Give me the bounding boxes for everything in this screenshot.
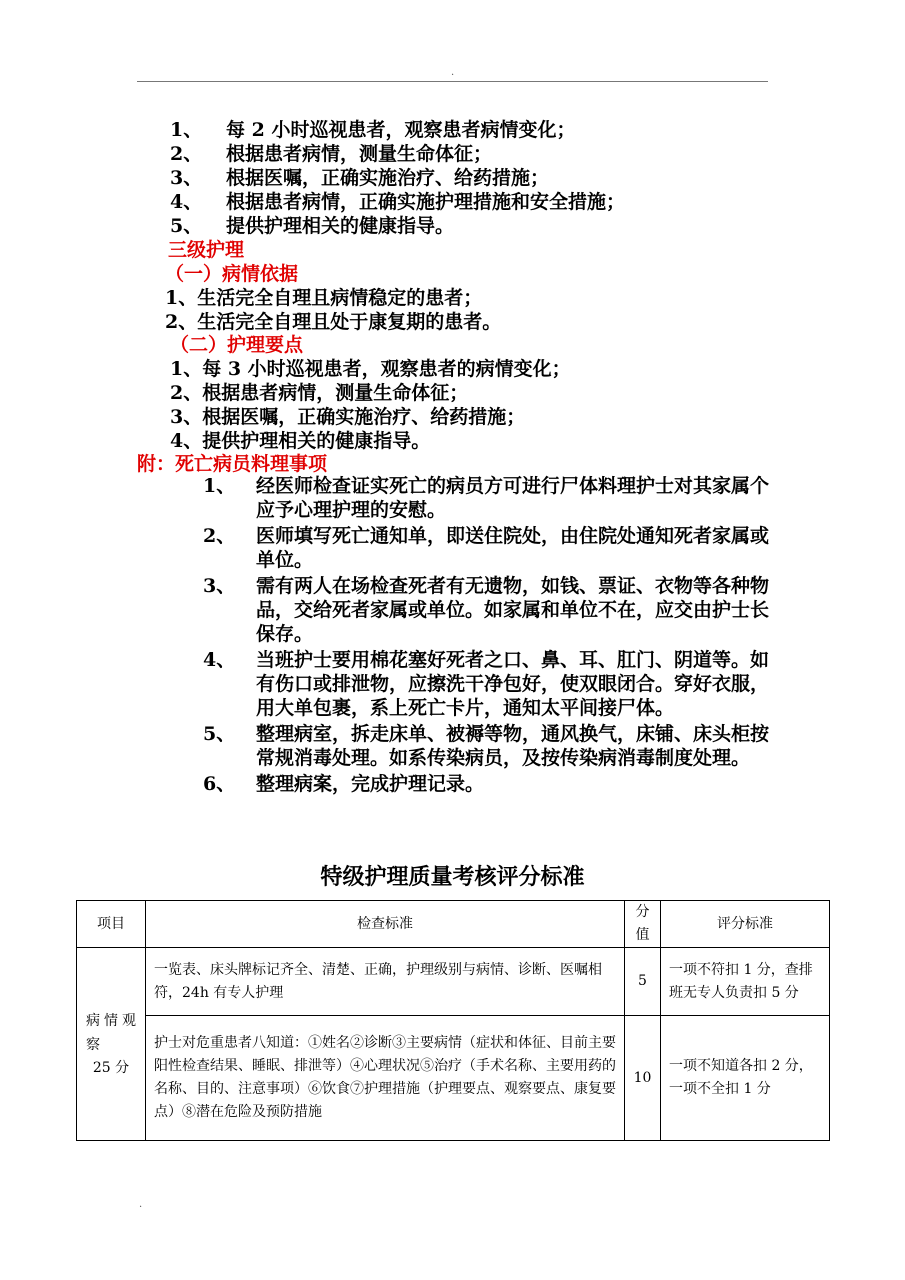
basis-heading: （一）病情依据 <box>165 263 299 285</box>
footer-dot: . <box>139 1199 143 1210</box>
death-care-list <box>203 474 778 798</box>
table-row <box>77 948 830 1016</box>
list-item: 5、 提供护理相关的健康指导。 <box>170 215 455 237</box>
table-title: 特级护理质量考核评分标准 <box>320 864 585 890</box>
list-item: 1、 经医师检查证实死亡的病员方可进行尸体料理护士对其家属个应予心理护理的安慰。 <box>203 475 770 521</box>
second-level-points <box>170 118 770 238</box>
basis-list <box>165 286 765 334</box>
list-item: 1、 每 2 小时巡视患者，观察患者病情变化； <box>170 119 576 141</box>
table-row <box>77 1016 830 1141</box>
standard-cell: 一览表、床头牌标记齐全、清楚、正确，护理级别与病情、诊断、医嘱相符，24h 有专人护理 <box>146 948 625 1016</box>
quality-table <box>76 900 830 1141</box>
list-item: 1、每 3 小时巡视患者，观察患者的病情变化； <box>170 358 571 380</box>
category-points: 25 分 <box>92 1059 130 1076</box>
list-item: 2、根据患者病情，测量生命体征； <box>170 382 469 404</box>
score-cell: 5 <box>625 948 661 1016</box>
list-item: 5、 整理病室，拆走床单、被褥等物，通风换气，床铺、床头柜按常规消毒处理。如系传染病员，及按传染病消毒制度处理。 <box>203 723 770 769</box>
table-header-row <box>77 901 830 948</box>
points-list <box>170 357 770 453</box>
points-heading: （二）护理要点 <box>170 334 304 356</box>
header-item: 项目 <box>77 901 146 948</box>
category-name: 病情观察 <box>86 1012 136 1053</box>
third-level-title: 三级护理 <box>168 239 245 261</box>
list-item: 1、生活完全自理且病情稳定的患者； <box>165 287 483 309</box>
standard-cell: 护士对危重患者八知道：①姓名②诊断③主要病情（症状和体征、目前主要阳性检查结果、睡眠、排泄等）④心理状况⑤治疗（手术名称、主要用药的名称、目的、注意事项）⑥饮食⑦护理措施（护理要点、观察要点、康复要点）⑧潜在危险及预防措施 <box>146 1016 625 1141</box>
header-rule: 评分标准 <box>661 901 830 948</box>
score-cell: 10 <box>625 1016 661 1141</box>
list-item: 4、 当班护士要用棉花塞好死者之口、鼻、耳、肛门、阴道等。如有伤口或排泄物，应擦洗干净包好，使双眼闭合。穿好衣服，用大单包裹，系上死亡卡片，通知太平间接尸体。 <box>203 649 770 719</box>
header-standard: 检查标准 <box>146 901 625 948</box>
header-rule <box>137 81 768 82</box>
list-item: 3、 根据医嘱，正确实施治疗、给药措施； <box>170 167 550 189</box>
list-item: 3、 需有两人在场检查死者有无遗物，如钱、票证、衣物等各种物品，交给死者家属或单位。如家属和单位不在，应交由护士长保存。 <box>203 575 770 645</box>
list-item: 4、提供护理相关的健康指导。 <box>170 430 431 452</box>
rule-cell: 一项不符扣 1 分，查排班无专人负责扣 5 分 <box>661 948 830 1016</box>
list-item: 4、 根据患者病情，正确实施护理措施和安全措施； <box>170 191 626 213</box>
category-cell <box>77 948 146 1141</box>
header-score: 分值 <box>625 901 661 948</box>
list-item: 3、根据医嘱，正确实施治疗、给药措施； <box>170 406 526 428</box>
list-item: 2、 根据患者病情，测量生命体征； <box>170 143 493 165</box>
death-care-heading: 附：死亡病员料理事项 <box>137 453 328 475</box>
list-item: 2、生活完全自理且处于康复期的患者。 <box>165 311 502 333</box>
list-item: 6、 整理病案，完成护理记录。 <box>203 773 485 795</box>
header-dot: . <box>451 67 455 78</box>
rule-cell: 一项不知道各扣 2 分，一项不全扣 1 分 <box>661 1016 830 1141</box>
list-item: 2、 医师填写死亡通知单，即送住院处，由住院处通知死者家属或单位。 <box>203 525 770 571</box>
